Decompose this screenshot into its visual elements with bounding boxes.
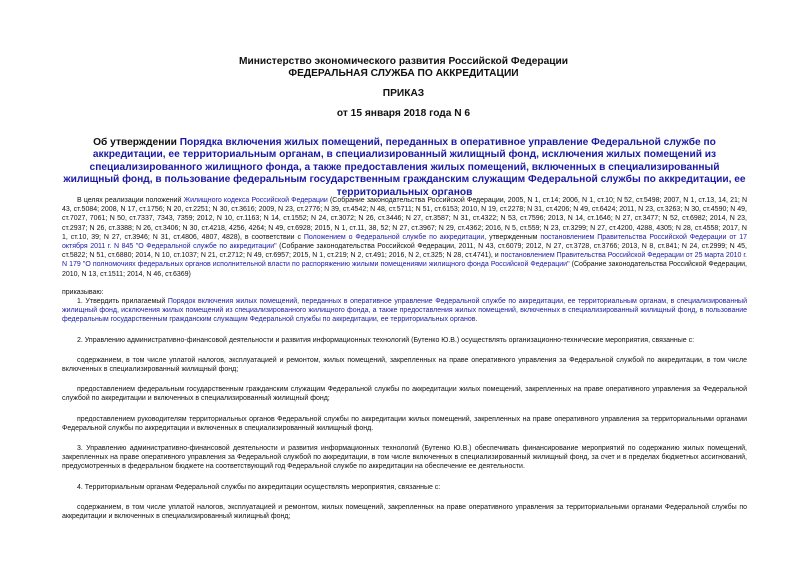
document-date: от 15 января 2018 года N 6: [336, 108, 471, 119]
item-4-a: содержанием, в том числе уплатой налогов, эксплуатацией и ремонтом, жилых помещений, закрепленных на праве оперативного управления за территориальными органами Федеральной службы по аккредитации и включенных в специализированный жилищный фонд;: [62, 503, 747, 521]
item-4: 4. Территориальным органам Федеральной службы по аккредитации осуществлять мероприятия, связанные с:: [77, 483, 441, 491]
item-2: 2. Управлению административно-финансовой деятельности и развития информационных технологий (Бутенко Ю.В.) осуществлять организационно-технические мероприятия, связанные с:: [77, 336, 695, 344]
item-1-text: .: [475, 316, 478, 324]
item-1: [62, 297, 747, 325]
item-2-c: предоставлением руководителям территориальных органов Федеральной службы по аккредитации жилых помещений, закрепленных на праве оперативного управления за территориальными органами Федеральной службы по аккредитации и включенных в специализированный жилищный фонд.: [62, 415, 747, 432]
resolution-179-link[interactable]: постановлением Правительства Российской Федерации от 25 марта 2010 г. N 179 "О полномочиях федеральных органов исполнительной власти по распоряжению жилыми помещениями жилищного фонда Российской Федерации": [62, 252, 747, 269]
order-word: приказываю:: [62, 288, 104, 296]
preamble-text: (Собрание законодательства Российской Федерации, 2010, N 13, ст.1511; 2014, N 46, ст.6369): [62, 261, 747, 278]
title-link[interactable]: Порядка включения жилых помещений, переданных в оперативное управление Федеральной службе по аккредитации, ее территориальным органам, в специализированный жилищный фонд, исключения жилых помещений из специализированного жилищного фонда, а также предоставления жилых помещений, включенных в специализированный жилищный фонд, в пользование федеральным государственным гражданским служащим Федеральной службы по аккредитации, ее территориальных органов: [63, 137, 746, 198]
item-2-a: содержанием, в том числе уплатой налогов, эксплуатацией и ремонтом, жилых помещений, закрепленных на праве оперативного управления за Федеральной службой по аккредитации, в том числе включенных в специализированный жилищный фонд;: [62, 356, 747, 374]
housing-code-link[interactable]: Жилищного кодекса Российской Федерации: [183, 197, 328, 204]
document-title: [62, 137, 747, 199]
preamble-text: , утвержденным: [484, 233, 541, 241]
ministry-name: Министерство экономического развития Российской Федерации: [238, 56, 569, 67]
title-prefix: Об утверждении: [93, 137, 180, 148]
item-3: 3. Управлению административно-финансовой деятельности и развития информационных технологий (Бутенко Ю.В.) обеспечивать финансирование мероприятий по содержанию жилых помещений, закрепленных на праве оперативного управления за Федеральной службой по аккредитации, в том числе включенных в специализированный жилищный фонд, за счет и в пределах бюджетных ассигнований, предусмотренных в федеральном бюджете на соответствующий год Федеральной службе по аккредитации на обеспечение ее деятельности.: [62, 445, 747, 471]
document-body: [62, 196, 747, 521]
item-1-text: 1. Утвердить прилагаемый: [77, 298, 168, 306]
procedure-link[interactable]: Порядок включения жилых помещений, переданных в оперативное управление Федеральной службе по аккредитации, ее территориальным органам, в специализированный жилищный фонд, исключения жилых помещений из специализированного жилищного фонда, а также предоставления жилых помещений, включенных в специализированный жилищный фонд, в пользование федеральным государственным гражданским служащим Федеральной службы по аккредитации, ее территориальных органов: [62, 298, 747, 324]
service-name: ФЕДЕРАЛЬНАЯ СЛУЖБА ПО АККРЕДИТАЦИИ: [288, 68, 519, 79]
resolution-845-link[interactable]: постановлением Правительства Российской Федерации от 17 октября 2011 г. N 845 "О Федеральной службе по аккредитации": [62, 233, 747, 251]
preamble-paragraph: [62, 196, 747, 279]
preamble-text: (Собрание законодательства Российской Федерации, 2005, N 1, ст.14; 2006, N 1, ст.10; N 52, ст.5498; 2007, N 1, ст.13, 14, 21; N 43, ст.5084; 2008, N 17, ст.1756; N 20, ст.2251; N 30, ст.3616; 2009, N 23, ст.2776; N 39, ст.4542; N 48, ст.5711; N 51, ст.6153; 2010, N 19, ст.2278; N 31, ст.4206; N 49, ст.6424; 2011, N 23, ст.3263; N 30, ст.4590; N 49, ст.7027, 7061; N 50, ст.7337, 7343, 7359; 2012, N 10, ст.1163; N 14, ст.1552; N 24, ст.3072; N 26, ст.3446; N 27, ст.3587; N 31, ст.4322; N 53, ст.7596; 2013, N 14, ст.1646; N 27, ст.3477; N 52, ст.6982; 2014, N 23, ст.2937; N 26, ст.3388; N 26, ст.3406; N 30, ст.4218, 4256, 4264; N 49, ст.6928; 2015, N 1, ст.11, 38, 52; N 27, ст.3967; N 29, ст.4362; 2016, N 5, ст.559; N 23, ст.3299; N 27, ст.4200, 4288, 4305; N 28, ст.4558; 2017, N 1, ст.10, 39; N 27, ст.3946; N 31, ст.4806, 4807, 4828), в соответствии с: [62, 197, 747, 241]
preamble-text: (Собрание законодательства Российской Федерации, 2011, N 43, ст.6079; 2012, N 27, ст.3728, ст.3766; 2013, N 8, ст.841; N 24, ст.2999; N 45, ст.5822; N 51, ст.6880; 2014, N 10, ст.1037; N 21, ст.2712; N 49, ст.6957; 2015, N 1, ст.219; N 2, ст.491; 2016, N 2, ст.325; N 28, ст.4741), и: [62, 243, 747, 260]
document-type: ПРИКАЗ: [382, 88, 425, 99]
item-2-b: предоставлением федеральным государственным гражданским служащим Федеральной службы по аккредитации жилых помещений, закрепленных на праве оперативного управления за Федеральной службой по аккредитации и включенных в специализированный жилищный фонд;: [62, 386, 747, 403]
preamble-text: В целях реализации положений: [77, 197, 184, 204]
regulation-link[interactable]: Положением о Федеральной службе по аккредитации: [303, 233, 485, 241]
